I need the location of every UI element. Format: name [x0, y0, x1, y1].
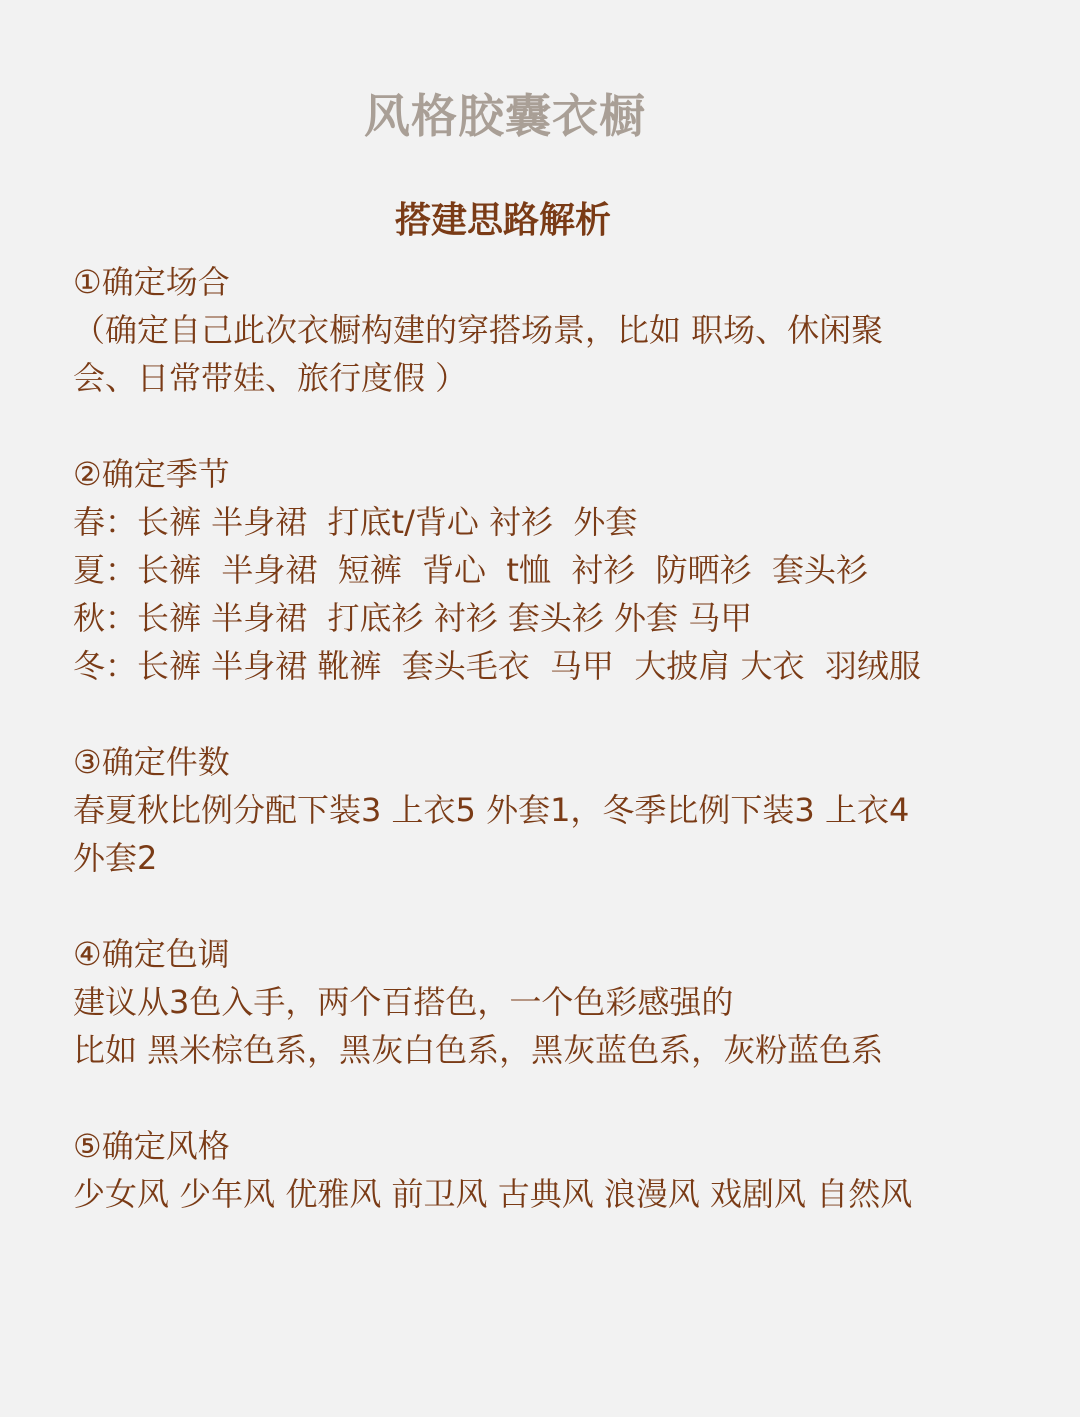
page-title: 风格胶囊衣橱 — [364, 89, 646, 143]
section-occasion — [73, 258, 1023, 402]
section-heading: ④确定色调 — [73, 935, 230, 973]
section-heading: ③确定件数 — [73, 743, 230, 781]
section-line: 夏：长裤 半身裙 短裤 背心 t恤 衬衫 防晒衫 套头衫 — [73, 551, 868, 589]
page-subtitle: 搭建思路解析 — [394, 200, 611, 241]
section-line: 比如 黑米棕色系，黑灰白色系，黑灰蓝色系，灰粉蓝色系 — [73, 1031, 884, 1069]
section-line: 秋：长裤 半身裙 打底衫 衬衫 套头衫 外套 马甲 — [73, 599, 753, 637]
section-line: 建议从3色入手，两个百搭色，一个色彩感强的 — [73, 983, 734, 1021]
section-color — [73, 930, 1023, 1074]
section-line: 春：长裤 半身裙 打底t/背心 衬衫 外套 — [73, 503, 638, 541]
section-heading: ⑤确定风格 — [73, 1127, 230, 1165]
section-heading: ②确定季节 — [73, 455, 230, 493]
section-line: 少女风 少年风 优雅风 前卫风 古典风 浪漫风 戏剧风 自然风 — [73, 1175, 913, 1213]
section-line: （确定自己此次衣橱构建的穿搭场景，比如 职场、休闲聚 — [73, 311, 884, 349]
section-heading: ①确定场合 — [73, 263, 230, 301]
content-body — [73, 258, 1023, 1266]
section-quantity — [73, 738, 1023, 882]
section-style — [73, 1122, 1023, 1218]
section-line: 冬：长裤 半身裙 靴裤 套头毛衣 马甲 大披肩 大衣 羽绒服 — [73, 647, 921, 685]
section-line: 春夏秋比例分配下装3 上衣5 外套1，冬季比例下装3 上衣4 — [73, 791, 910, 829]
section-line: 会、日常带娃、旅行度假 ） — [73, 359, 468, 397]
section-line: 外套2 — [73, 839, 158, 877]
section-season — [73, 450, 1023, 690]
